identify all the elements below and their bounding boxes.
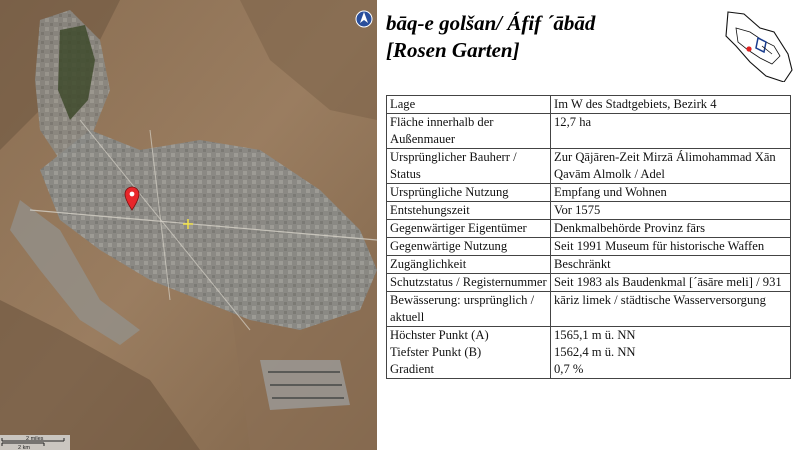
table-row: Gegenwärtiger Eigentümer Denkmalbehörde Provinz fārs <box>387 220 791 238</box>
info-table <box>386 95 791 379</box>
elevation-row-gradient: Gradient 0,7 % <box>387 361 791 379</box>
title-line-1: bāq-e golšan/ Áfif ´ābād <box>386 11 596 35</box>
table-row: Ursprüngliche Nutzung Empfang und Wohnen <box>387 184 791 202</box>
minimap-location-dot <box>746 46 751 51</box>
table-row: Schutzstatus / Registernummer Seit 1983 als Baudenkmal [´āsāre meli] / 931 <box>387 274 791 292</box>
table-row: Zugänglichkeit Beschränkt <box>387 256 791 274</box>
satellite-map[interactable] <box>0 0 377 450</box>
locator-minimap <box>722 6 794 82</box>
table-row: Ursprünglicher Bauherr / Status Zur Qājāren-Zeit Mirzā Álimohammad Xān Qavām Almolk / Adel <box>387 149 791 184</box>
compass-icon[interactable] <box>356 11 372 27</box>
page-title <box>386 10 706 64</box>
scale-bar <box>0 435 70 450</box>
table-row: Bewässerung: ursprünglich / aktuell kāriz limek / städtische Wasserversorgung <box>387 292 791 327</box>
table-row: Gegenwärtige Nutzung Seit 1991 Museum für historische Waffen <box>387 238 791 256</box>
scale-miles-label: 2 miles <box>26 436 44 442</box>
table-row: Fläche innerhalb der Außenmauer 12,7 ha <box>387 114 791 149</box>
elevation-row-high: Höchster Punkt (A) 1565,1 m ü. NN <box>387 327 791 345</box>
scale-km-label: 2 km <box>18 445 30 450</box>
table-row: Entstehungszeit Vor 1575 <box>387 202 791 220</box>
elevation-row-low: Tiefster Punkt (B) 1562,4 m ü. NN <box>387 344 791 361</box>
title-line-2: [Rosen Garten] <box>386 38 520 62</box>
table-row: Lage Im W des Stadtgebiets, Bezirk 4 <box>387 96 791 114</box>
